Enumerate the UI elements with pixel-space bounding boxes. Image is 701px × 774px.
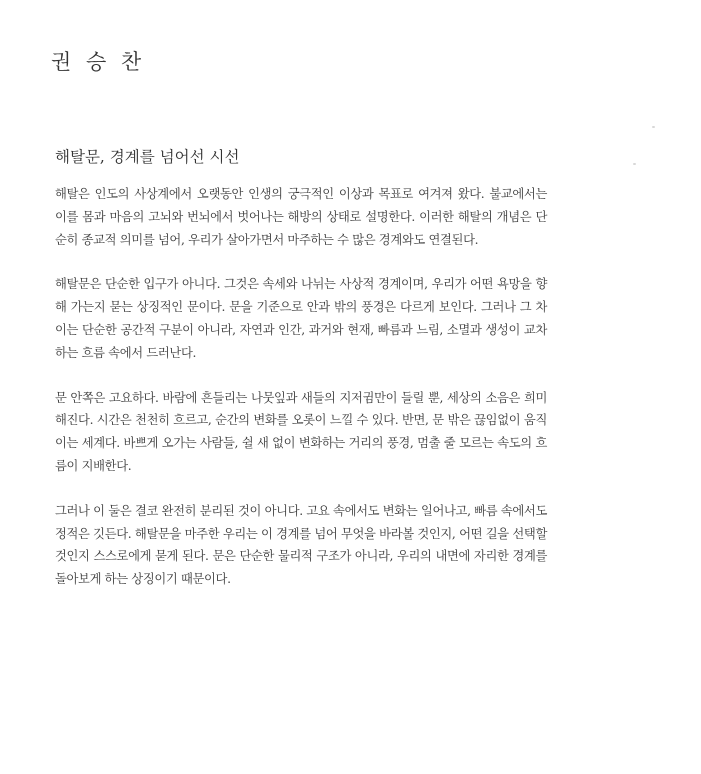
paragraph-2: 해탈문은 단순한 입구가 아니다. 그것은 속세와 나뉘는 사상적 경계이며, 우리가 어떤 욕망을 향해 가는지 묻는 상징적인 문이다. 문을 기준으로 안과 밖의 풍경은 다르게 보인다. 그러나 그 차이는 단순한 공간적 구분이 아니라, 자연과 인간, 과거와 현재, 빠름과 느림, 소멸과 생성이 교차하는 흐름 속에서 드러난다. <box>55 277 547 360</box>
paragraph-1: 해탈은 인도의 사상계에서 오랫동안 인생의 궁극적인 이상과 목표로 여겨져 왔다. 불교에서는 이를 몸과 마음의 고뇌와 번뇌에서 벗어나는 해방의 상태로 설명한다. 이러한 해탈의 개념은 단순히 종교적 의미를 넘어, 우리가 살아가면서 마주하는 수 많은 경계와도 연결된다. <box>55 187 547 247</box>
scan-speck <box>633 163 636 165</box>
paragraph-4: 그러나 이 둘은 결코 완전히 분리된 것이 아니다. 고요 속에서도 변화는 일어나고, 빠름 속에서도 정적은 깃든다. 해탈문을 마주한 우리는 이 경계를 넘어 무엇을 바라볼 것인지, 어떤 길을 선택할 것인지 스스로에게 묻게 된다. 문은 단순한 물리적 구조가 아니라, 우리의 내면에 자리한 경계를 돌아보게 하는 상징이기 때문이다. <box>55 503 547 587</box>
paragraph-3: 문 안쪽은 고요하다. 바람에 흔들리는 나뭇잎과 새들의 지저귐만이 들릴 뿐, 세상의 소음은 희미해진다. 시간은 천천히 흐르고, 순간의 변화를 오롯이 느낄 수 있다. 반면, 문 밖은 끊임없이 움직이는 세계다. 바쁘게 오가는 사람들, 쉴 새 없이 변화하는 거리의 풍경, 멈출 줄 모르는 속도의 흐름이 지배한다. <box>55 390 547 473</box>
scan-speck <box>652 126 655 128</box>
essay-title: 해탈문, 경계를 넘어선 시선 <box>55 148 240 166</box>
essay-body <box>55 183 547 613</box>
author-name: 권 승 찬 <box>51 50 146 74</box>
